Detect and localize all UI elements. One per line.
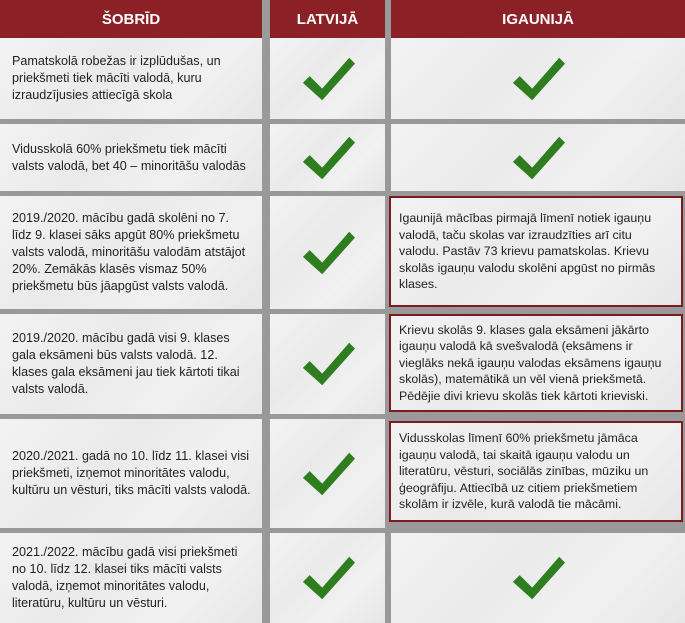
header-latvija [270,0,385,38]
header-igaunija [391,0,685,38]
row-3-sobrid-cell [0,196,262,309]
row-6-igaunija-cell [391,533,685,623]
header-divider-1 [262,0,270,38]
row-5-latvija-cell [270,419,385,528]
row-5-sobrid-text: 2020./2021. gadā no 10. līdz 11. klasei visi priekšmeti, izņemot minoritātes valodu, kultūru un vēsturi, tiks mācīti valsts valodā. [12,449,251,497]
check-icon [509,131,567,185]
check-icon [299,226,357,280]
row-3-igaunija-cell [389,196,683,307]
header-latvija-label: LATVIJĀ [296,10,359,28]
check-icon [509,52,567,106]
row-1-latvija-cell [270,38,385,119]
row-3-sobrid-text: 2019./2020. mācību gadā skolēni no 7. līdz 9. klasei sāks apgūt 80% priekšmetu valsts valodā, minoritāšu valodām atstājot 20%. Zemākās klasēs vismaz 50% priekšmetu būs jāapgūst valsts valodā. [12,211,246,293]
row-1-sobrid-cell [0,38,262,119]
header-sobrid-label: ŠOBRĪD [101,10,161,28]
row-4-igaunija-text: Krievu skolās 9. klases gala eksāmeni jākārto igauņu valodā kā svešvalodā (eksāmens ir vieglāks nekā igauņu valodas eksāmens igauņu skolās), matemātikā un vēl vienā priekšmetā. Pēdējie divi krievu skolās tiek kārtoti krieviski. [399,322,662,403]
row-3-latvija-cell [270,196,385,309]
check-icon [299,337,357,391]
row-1-sobrid-text: Pamatskolā robežas ir izplūdušas, un priekšmeti tiek mācīti valodā, kuru izraudzījusies attiecīgā skola [12,54,221,102]
row-5-igaunija-text: Vidusskolas līmenī 60% priekšmetu jāmāca igauņu valodā, tai skaitā igauņu valodu un literatūru, vēsturi, sociālās zinības, mūziku un ģeogrāfiju. Attiecībā uz citiem priekšmetiem skolām ir izvēle, kurā valodā tie mācāmi. [399,431,649,512]
check-icon [509,551,567,605]
check-icon [299,447,357,501]
row-4-sobrid-text: 2019./2020. mācību gadā visi 9. klases gala eksāmeni būs valsts valodā. 12. klases gala eksāmeni jau tiek kārtoti tikai valsts valodā. [12,331,240,396]
row-2-sobrid-text: Vidusskolā 60% priekšmetu tiek mācīti valsts valodā, bet 40 – minoritāšu valodās [12,141,246,173]
header-sobrid [0,0,262,38]
header-igaunija-label: IGAUNIJĀ [502,10,574,28]
header-divider-2 [385,0,391,38]
check-icon [299,52,357,106]
check-icon [299,551,357,605]
row-6-latvija-cell [270,533,385,623]
row-6-sobrid-text: 2021./2022. mācību gadā visi priekšmeti no 10. līdz 12. klasei tiks mācīti valsts valodā, izņemot minoritātes valodu, literatūru, kultūru un vēsturi. [12,545,238,610]
row-4-igaunija-cell [389,314,683,412]
row-4-sobrid-cell [0,314,262,414]
row-6-sobrid-cell [0,533,262,623]
row-2-latvija-cell [270,124,385,191]
row-1-igaunija-cell [391,38,685,119]
row-4-latvija-cell [270,314,385,414]
check-icon [299,131,357,185]
row-2-sobrid-cell [0,124,262,191]
row-5-sobrid-cell [0,419,262,528]
row-5-igaunija-cell [389,421,683,522]
row-3-igaunija-text: Igaunijā mācības pirmajā līmenī notiek igauņu valodā, taču skolas var izraudzīties arī citu valodu. Pastāv 73 krievu pamatskolas. Krievu skolās igauņu valodu skolēni apgūst no pirmās klases. [399,211,656,292]
row-2-igaunija-cell [391,124,685,191]
